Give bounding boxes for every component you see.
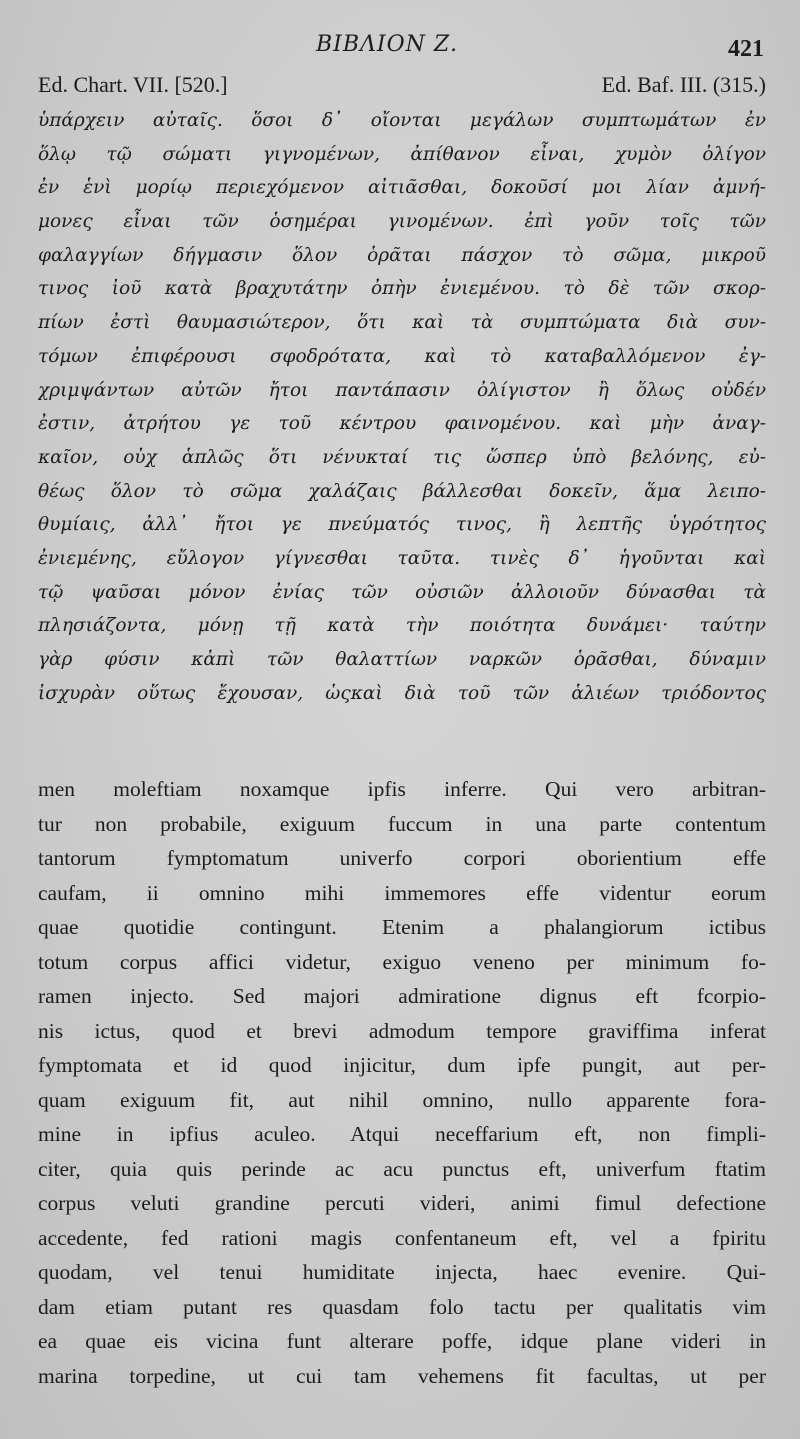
greek-line: ἐν ἑνὶ μορίῳ περιεχόμενον αἰτιᾶσθαι, δοκοῦσί μοι λίαν ἀμνή- bbox=[38, 177, 766, 199]
greek-line: ὅλῳ τῷ σώματι γιγνομένων, ἀπίθανον εἶναι, χυμὸν ὀλίγον bbox=[38, 143, 766, 165]
latin-line: quodam, vel tenui humiditate injecta, haec evenire. Qui- bbox=[38, 1260, 766, 1284]
greek-line: ἰσχυρὰν οὕτως ἔχουσαν, ὡςκαὶ διὰ τοῦ τῶν ἁλιέων τριόδοντος bbox=[38, 682, 766, 704]
latin-line: quae quotidie contingunt. Etenim a phalangiorum ictibus bbox=[38, 915, 766, 939]
latin-line: corpus veluti grandine percuti videri, animi fimul defectione bbox=[38, 1191, 766, 1215]
latin-line: caufam, ii omnino mihi immemores effe videntur eorum bbox=[38, 880, 766, 905]
latin-line: totum corpus affici videtur, exiguo veneno per minimum fo- bbox=[38, 949, 766, 974]
greek-line: πλησιάζοντα, μόνῃ τῇ κατὰ τὴν ποιότητα δυνάμει· ταύτην bbox=[38, 615, 766, 637]
latin-line: quam exiguum fit, aut nihil omnino, nullo apparente fora- bbox=[38, 1087, 766, 1112]
greek-line: μονες εἶναι τῶν ὁσημέραι γινομένων. ἐπὶ γοῦν τοῖς τῶν bbox=[38, 211, 766, 233]
greek-line: γὰρ φύσιν κἀπὶ τῶν θαλαττίων ναρκῶν ὁρᾶσθαι, δύναμιν bbox=[38, 649, 766, 670]
greek-line: θέως ὅλον τὸ σῶμα χαλάζαις βάλλεσθαι δοκεῖν, ἅμα λειπο- bbox=[38, 480, 766, 502]
greek-line: ἐστιν, ἀτρήτου γε τοῦ κέντρου φαινομένου. καὶ μὴν ἀναγ- bbox=[38, 413, 766, 435]
edition-references bbox=[38, 72, 766, 104]
greek-line: ὑπάρχειν αὐταῖς. ὅσοι δ᾽ οἴονται μεγάλων συμπτωμάτων ἐν bbox=[38, 110, 766, 131]
greek-line: ἐνιεμένης, εὔλογον γίγνεσθαι ταῦτα. τινὲς δ᾽ ἡγοῦνται καὶ bbox=[38, 547, 766, 569]
latin-line: accedente, fed rationi magis confentaneum eft, vel a fpiritu bbox=[38, 1225, 766, 1250]
latin-line: men moleftiam noxamque ipfis inferre. Qui vero arbitran- bbox=[38, 777, 766, 801]
latin-line: mine in ipfius aculeo. Atqui neceffarium eft, non fimpli- bbox=[38, 1122, 766, 1146]
latin-line: ramen injecto. Sed majori admiratione dignus eft fcorpio- bbox=[38, 984, 766, 1008]
greek-line: χριμψάντων αὐτῶν ἤτοι παντάπασιν ὀλίγιστον ἢ ὅλως οὐδέν bbox=[38, 379, 766, 401]
latin-line: fymptomata et id quod injicitur, dum ipfe pungit, aut per- bbox=[38, 1053, 766, 1077]
greek-line: θυμίαις, ἀλλ᾽ ἤτοι γε πνεύματός τινος, ἢ λεπτῆς ὑγρότητος bbox=[38, 514, 766, 536]
latin-line: marina torpedine, ut cui tam vehemens fit facultas, ut per bbox=[38, 1363, 766, 1388]
latin-line: ea quae eis vicina funt alterare poffe, idque plane videri in bbox=[38, 1329, 766, 1353]
latin-line: tur non probabile, exiguum fuccum in una parte contentum bbox=[38, 811, 766, 836]
greek-text-block bbox=[38, 104, 766, 710]
edition-chart-reference: Ed. Chart. VII. [520.] bbox=[38, 72, 228, 97]
greek-line: τινος ἰοῦ κατὰ βραχυτάτην ὀπὴν ἐνιεμένου. τὸ δὲ τῶν σκορ- bbox=[38, 278, 766, 300]
book-title: BIBΛΙΟΝ Ζ. bbox=[316, 32, 459, 57]
latin-line: dam etiam putant res quasdam folo tactu per qualitatis vim bbox=[38, 1294, 766, 1319]
greek-line: καῖον, οὐχ ἁπλῶς ὅτι νένυκταί τις ὥσπερ ὑπὸ βελόνης, εὐ- bbox=[38, 446, 766, 468]
greek-line: τῷ ψαῦσαι μόνον ἐνίας τῶν οὐσιῶν ἀλλοιοῦν δύνασθαι τὰ bbox=[38, 581, 766, 603]
edition-basel-reference: Ed. Baf. III. (315.) bbox=[601, 72, 766, 97]
latin-line: citer, quia quis perinde ac acu punctus eft, univerfum ftatim bbox=[38, 1156, 766, 1181]
latin-line: tantorum fymptomatum univerfo corpori oborientium effe bbox=[38, 846, 766, 870]
greek-line: πίων ἐστὶ θαυμασιώτερον, ὅτι καὶ τὰ συμπτώματα διὰ συν- bbox=[38, 312, 766, 334]
greek-line: φαλαγγίων δήγμασιν ὅλον ὁρᾶται πάσχον τὸ σῶμα, μικροῦ bbox=[38, 244, 766, 266]
latin-text-block bbox=[38, 772, 766, 1393]
page-number: 421 bbox=[728, 36, 764, 62]
running-head bbox=[0, 28, 800, 68]
latin-line: nis ictus, quod et brevi admodum tempore graviffima inferat bbox=[38, 1018, 766, 1043]
greek-line: τόμων ἐπιφέρουσι σφοδρότατα, καὶ τὸ καταβαλλόμενον ἐγ- bbox=[38, 345, 766, 367]
